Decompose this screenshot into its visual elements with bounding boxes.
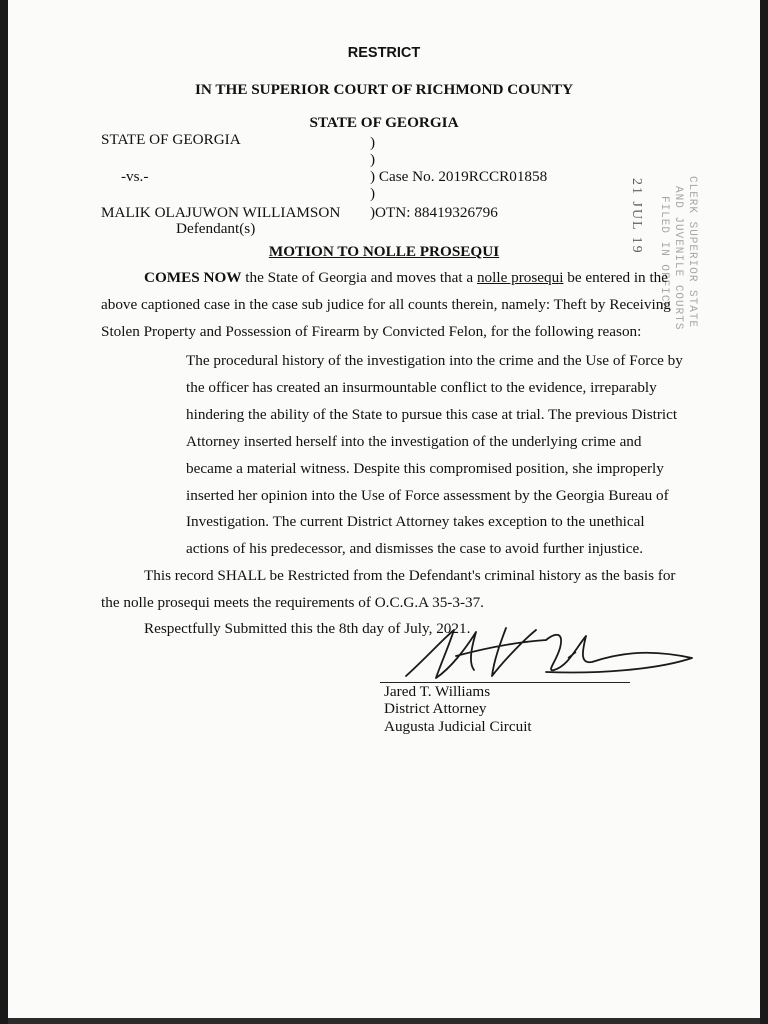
caption-paren-1: ) (370, 134, 376, 151)
defendant-role: Defendant(s) (176, 220, 256, 237)
p1-text-a: the State of Georgia and moves that a (241, 269, 477, 286)
nolle-prosequi-text: nolle prosequi (476, 269, 564, 286)
defendant-name: MALIK OLAJUWON WILLIAMSON (101, 204, 341, 221)
court-heading: IN THE SUPERIOR COURT OF RICHMOND COUNTY (194, 81, 574, 98)
caption-paren-2: ) (370, 151, 376, 168)
reason-line-1: The procedural history of the investigation into the crime and the Use of Force by (186, 352, 683, 369)
paragraph-2-line-2: the nolle prosequi meets the requirements of O.C.G.A 35-3-37. (101, 594, 484, 611)
document-page (8, 0, 760, 1018)
comes-now-text: COMES NOW (144, 269, 242, 286)
paragraph-2-line-1: This record SHALL be Restricted from the Defendant's criminal history as the basis for (144, 567, 676, 584)
otn-number: )OTN: 88419326796 (370, 204, 498, 221)
signer-title: District Attorney (384, 700, 487, 717)
scan-edge-right (760, 0, 768, 1024)
clerk-stamp-line-3: FILED IN OFFICE (658, 196, 670, 311)
reason-line-7: Investigation. The current District Attorney takes exception to the unethical (186, 513, 645, 530)
reason-line-8: actions of his predecessor, and dismisses the case to avoid further injustice. (186, 540, 644, 557)
p1-text-b: be entered in the (563, 269, 668, 286)
scan-edge-left (0, 0, 8, 1024)
reason-line-3: hindering the ability of the State to pursue this case at trial. The previous District (186, 406, 678, 423)
paragraph-1-line-1 (144, 269, 668, 287)
plaintiff-name: STATE OF GEORGIA (101, 131, 241, 148)
signer-name: Jared T. Williams (384, 683, 491, 700)
signer-circuit: Augusta Judicial Circuit (384, 718, 532, 735)
clerk-stamp-line-1: CLERK SUPERIOR STATE (686, 176, 698, 329)
reason-line-4: Attorney inserted herself into the investigation of the underlying crime and (186, 433, 642, 450)
motion-title: MOTION TO NOLLE PROSEQUI (268, 243, 500, 260)
reason-line-6: inserted her opinion into the Use of Force assessment by the Georgia Bureau of (186, 487, 669, 504)
paragraph-1-line-2: above captioned case in the case sub judice for all counts therein, namely: Theft by Receiving (101, 296, 671, 313)
state-heading: STATE OF GEORGIA (309, 114, 459, 131)
restrict-heading: RESTRICT (347, 45, 421, 61)
reason-line-5: became a material witness. Despite this compromised position, she improperly (186, 460, 664, 477)
paragraph-1-line-3: Stolen Property and Possession of Firearm by Convicted Felon, for the following reason: (101, 323, 642, 340)
reason-line-2: the officer has created an insurmountable conflict to the evidence, irreparably (186, 379, 657, 396)
versus-label: -vs.- (121, 168, 149, 185)
caption-paren-3: ) (370, 185, 376, 202)
submitted-line: Respectfully Submitted this the 8th day of July, 2021. (144, 620, 471, 637)
case-number: ) Case No. 2019RCCR01858 (370, 168, 548, 185)
filed-date-stamp: 21 JUL 19 (629, 178, 644, 255)
handwritten-signature (396, 618, 696, 688)
clerk-stamp-line-2: AND JUVENILE COURTS (672, 186, 684, 331)
